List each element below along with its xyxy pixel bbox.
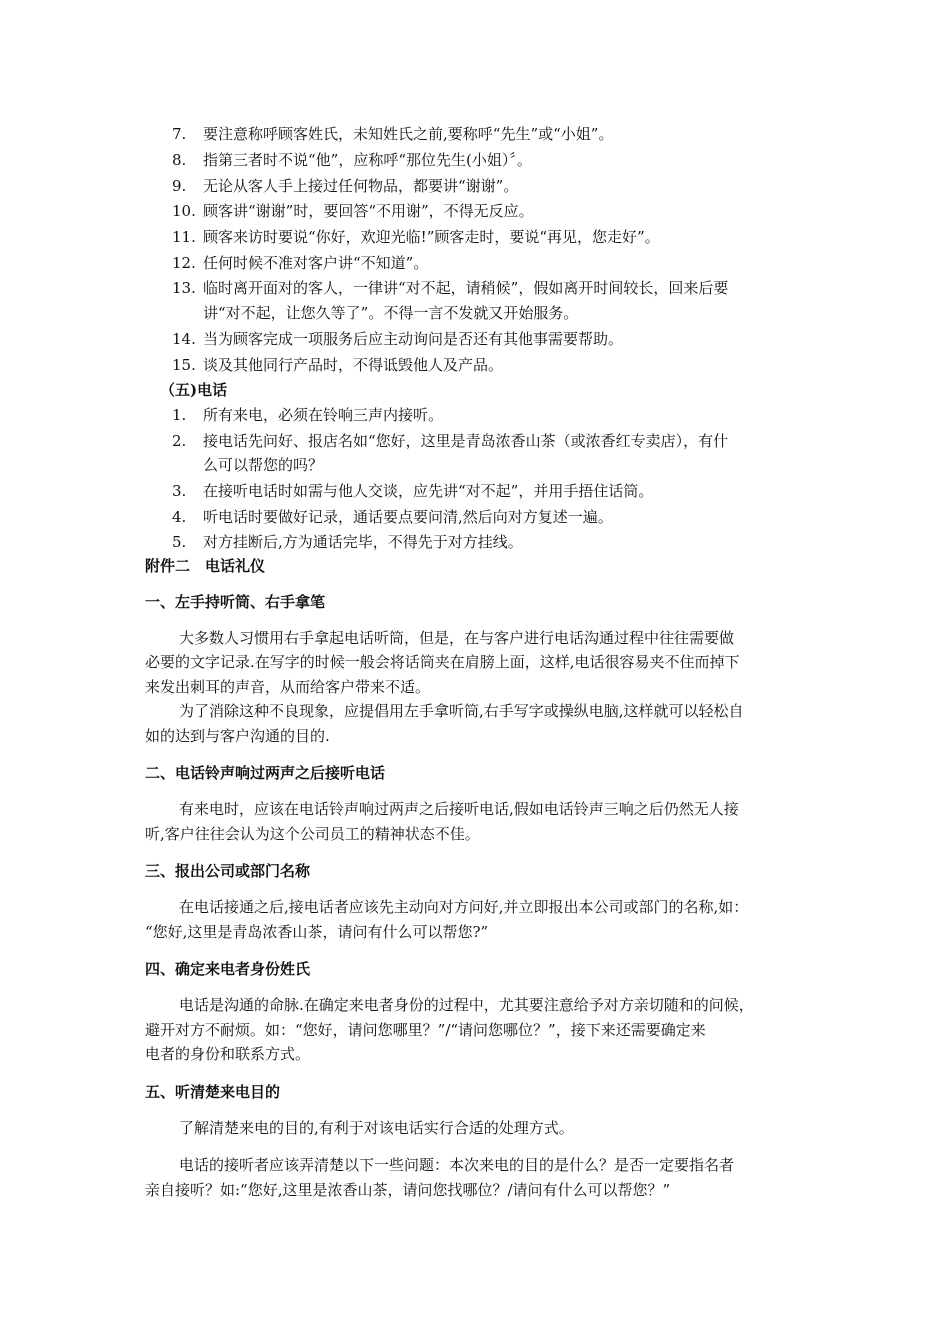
paragraph-line: 来发出刺耳的声音，从而给客户带来不适。 [145,678,431,696]
appendix-title: 附件二 电话礼仪 [145,557,266,575]
list-item-number: 11. [172,228,196,246]
paragraph-line: 有来电时，应该在电话铃声响过两声之后接听电话,假如电话铃声三响之后仍然无人接 [179,800,739,818]
section-heading: 二、电话铃声响过两声之后接听电话 [145,764,386,782]
list-item-text: 所有来电，必须在铃响三声内接听。 [203,406,444,424]
list-item-number: 2. [172,432,187,450]
list-item-text: 任何时候不准对客户讲“不知道”。 [203,254,429,272]
section-heading: 一、左手持听筒、右手拿笔 [145,593,326,611]
list-item-number: 15. [172,356,196,374]
list-item-text-continued: 讲“对不起，让您久等了”。不得一言不发就又开始服务。 [203,304,579,322]
paragraph-line: 避开对方不耐烦。如：“您好，请问您哪里？”/“请问您哪位？”，接下来还需要确定来 [145,1021,706,1039]
list-item-text: 顾客来访时要说“你好，欢迎光临!”顾客走时，要说“再见，您走好”。 [203,228,660,246]
paragraph-line: 亲自接听？如:“您好,这里是浓香山茶，请问您找哪位？/请问有什么可以帮您？” [145,1181,671,1199]
list-item-text: 接电话先问好、报店名如“您好，这里是青岛浓香山茶（或浓香红专卖店），有什 [203,432,729,450]
list-item-number: 8. [172,151,187,169]
paragraph-line: 听,客户往往会认为这个公司员工的精神状态不佳。 [145,825,480,843]
list-item-text: 谈及其他同行产品时，不得诋毁他人及产品。 [203,356,504,374]
paragraph-line: 必要的文字记录.在写字的时候一般会将话筒夹在肩膀上面，这样,电话很容易夹不住而掉下 [145,653,740,671]
list-item-number: 9. [172,177,187,195]
list-item-number: 5. [172,533,187,551]
paragraph-line: 如的达到与客户沟通的目的. [145,727,330,745]
section-heading: 四、确定来电者身份姓氏 [145,960,311,978]
paragraph-line: 电话的接听者应该弄清楚以下一些问题：本次来电的目的是什么？是否一定要指名者 [179,1156,735,1174]
paragraph-line: 电者的身份和联系方式。 [145,1045,311,1063]
list-item-text: 听电话时要做好记录，通话要点要问清,然后向对方复述一遍。 [203,508,613,526]
list-item-number: 7. [172,125,187,143]
section-heading-phone: （五)电话 [160,381,228,399]
list-item-number: 12. [172,254,196,272]
paragraph-line: 电话是沟通的命脉.在确定来电者身份的过程中，尤其要注意给予对方亲切随和的问候， [179,996,754,1014]
list-item-text: 指第三者时不说“他”，应称呼“那位先生(小姐）〞。 [203,151,532,169]
list-item-text: 无论从客人手上接过任何物品，都要讲“谢谢”。 [203,177,519,195]
list-item-text: 要注意称呼顾客姓氏，未知姓氏之前,要称呼“先生”或“小姐”。 [203,125,614,143]
list-item-text: 临时离开面对的客人，一律讲“对不起，请稍候”，假如离开时间较长，回来后要 [203,279,729,297]
list-item-number: 4. [172,508,187,526]
paragraph-line: 为了消除这种不良现象，应提倡用左手拿听筒,右手写字或操纵电脑,这样就可以轻松自 [179,702,744,720]
section-heading: 五、听清楚来电目的 [145,1083,281,1101]
paragraph-line: 在电话接通之后,接电话者应该先主动向对方问好,并立即报出本公司或部门的名称,如： [179,898,749,916]
list-item-number: 1. [172,406,187,424]
list-item-text: 对方挂断后,方为通话完毕，不得先于对方挂线。 [203,533,523,551]
list-item-text: 在接听电话时如需与他人交谈，应先讲“对不起”，并用手捂住话筒。 [203,482,654,500]
section-heading: 三、报出公司或部门名称 [145,862,311,880]
list-item-number: 10. [172,202,196,220]
list-item-number: 14. [172,330,196,348]
list-item-text: 当为顾客完成一项服务后应主动询问是否还有其他事需要帮助。 [203,330,624,348]
list-item-number: 3. [172,482,187,500]
paragraph-line: 了解清楚来电的目的,有利于对该电话实行合适的处理方式。 [179,1119,574,1137]
list-item-text: 顾客讲“谢谢”时，要回答“不用谢”，不得无反应。 [203,202,534,220]
list-item-number: 13. [172,279,196,297]
paragraph-line: “您好,这里是青岛浓香山茶，请问有什么可以帮您?” [145,923,489,941]
paragraph-line: 大多数人习惯用右手拿起电话听筒，但是，在与客户进行电话沟通过程中往往需要做 [179,629,735,647]
list-item-text-continued: 么可以帮您的吗？ [203,456,324,474]
